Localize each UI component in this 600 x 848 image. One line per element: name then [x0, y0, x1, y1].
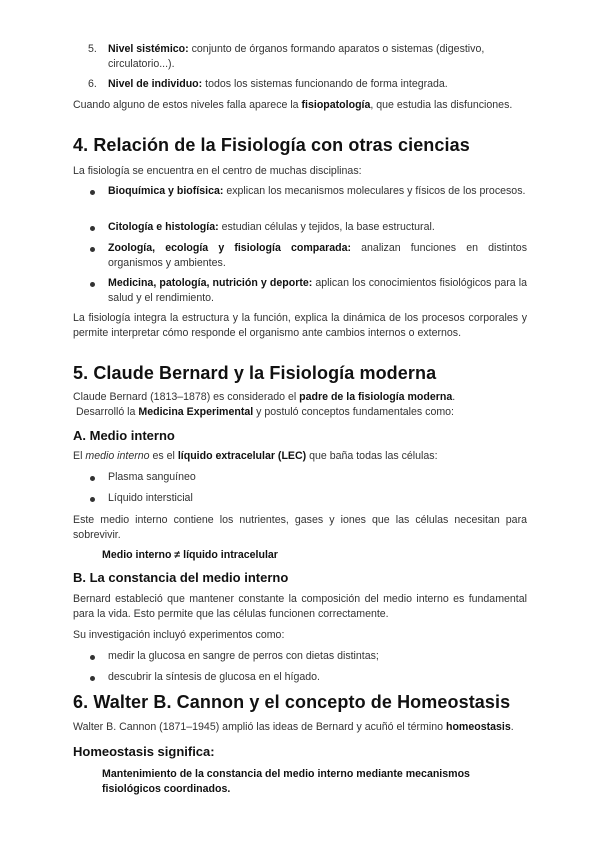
list-item: Medicina, patología, nutrición y deporte: aplican los conocimientos fisiológicos para la salud y el rendimiento.	[108, 276, 527, 306]
list-text: todos los sistemas funcionando de forma integrada.	[202, 78, 448, 90]
bullet-icon	[90, 497, 95, 502]
list-item: descubrir la síntesis de glucosa en el hígado.	[108, 670, 527, 685]
section-heading: 5. Claude Bernard y la Fisiología moderna	[73, 363, 437, 383]
definition-callout: Mantenimiento de la constancia del medio interno mediante mecanismos fisiológicos coordinados.	[102, 768, 470, 795]
list-number: 6.	[88, 78, 97, 90]
list-text: conjunto de órganos formando aparatos o sistemas (digestivo, circulatorio...).	[108, 43, 485, 70]
list-item	[88, 42, 527, 72]
bullet-icon	[90, 190, 95, 195]
subsection-heading: A. Medio interno	[73, 428, 175, 443]
paragraph: Su investigación incluyó experimentos como:	[73, 629, 285, 641]
list-term: Nivel sistémico:	[108, 43, 189, 55]
list-item: Plasma sanguíneo	[108, 470, 527, 485]
paragraph: Walter B. Cannon (1871–1945) amplió las ideas de Bernard y acuñó el término homeostasis.	[73, 721, 514, 733]
list-term: Nivel de individuo:	[108, 78, 203, 90]
note-callout: Medio interno ≠ líquido intracelular	[102, 549, 278, 561]
paragraph: El medio interno es el líquido extracelular (LEC) que baña todas las células:	[73, 450, 438, 462]
bullet-icon	[90, 282, 95, 287]
paragraph: Este medio interno contiene los nutrientes, gases y iones que las células necesitan para sobrevivir.	[73, 514, 527, 541]
bullet-icon	[90, 655, 95, 660]
paragraph: Claude Bernard (1813–1878) es considerado el padre de la fisiología moderna. Desarrolló la Medicina Experimental y postuló conceptos fundamentales como:	[73, 391, 456, 418]
list-item: Zoología, ecología y fisiología comparada: analizan funciones en distintos organismos y ambientes.	[108, 241, 527, 271]
paragraph: La fisiología integra la estructura y la función, explica la dinámica de los procesos corporales y permite interpretar cómo responde el organismo ante cambios internos o externos.	[73, 312, 527, 339]
bullet-icon	[90, 476, 95, 481]
list-number: 5.	[88, 43, 97, 55]
bullet-icon	[90, 226, 95, 231]
paragraph: La fisiología se encuentra en el centro de muchas disciplinas:	[73, 165, 362, 177]
paragraph: Cuando alguno de estos niveles falla aparece la fisiopatología, que estudia las disfunciones.	[73, 99, 513, 111]
paragraph: Bernard estableció que mantener constante la composición del medio interno es fundamental para la vida. Esto permite que las células funcionen correctamente.	[73, 593, 527, 620]
list-item: Citología e histología: estudian células y tejidos, la base estructural.	[108, 220, 527, 235]
list-item	[88, 77, 527, 92]
list-item: Líquido intersticial	[108, 491, 527, 506]
bullet-icon	[90, 247, 95, 252]
list-item: medir la glucosa en sangre de perros con dietas distintas;	[108, 649, 527, 664]
subsection-heading: Homeostasis significa:	[73, 744, 215, 759]
subsection-heading: B. La constancia del medio interno	[73, 570, 289, 585]
section-heading: 6. Walter B. Cannon y el concepto de Homeostasis	[73, 692, 511, 712]
bullet-icon	[90, 676, 95, 681]
list-item: Bioquímica y biofísica: explican los mecanismos moleculares y físicos de los procesos.	[108, 184, 527, 199]
section-heading: 4. Relación de la Fisiología con otras ciencias	[73, 135, 470, 155]
